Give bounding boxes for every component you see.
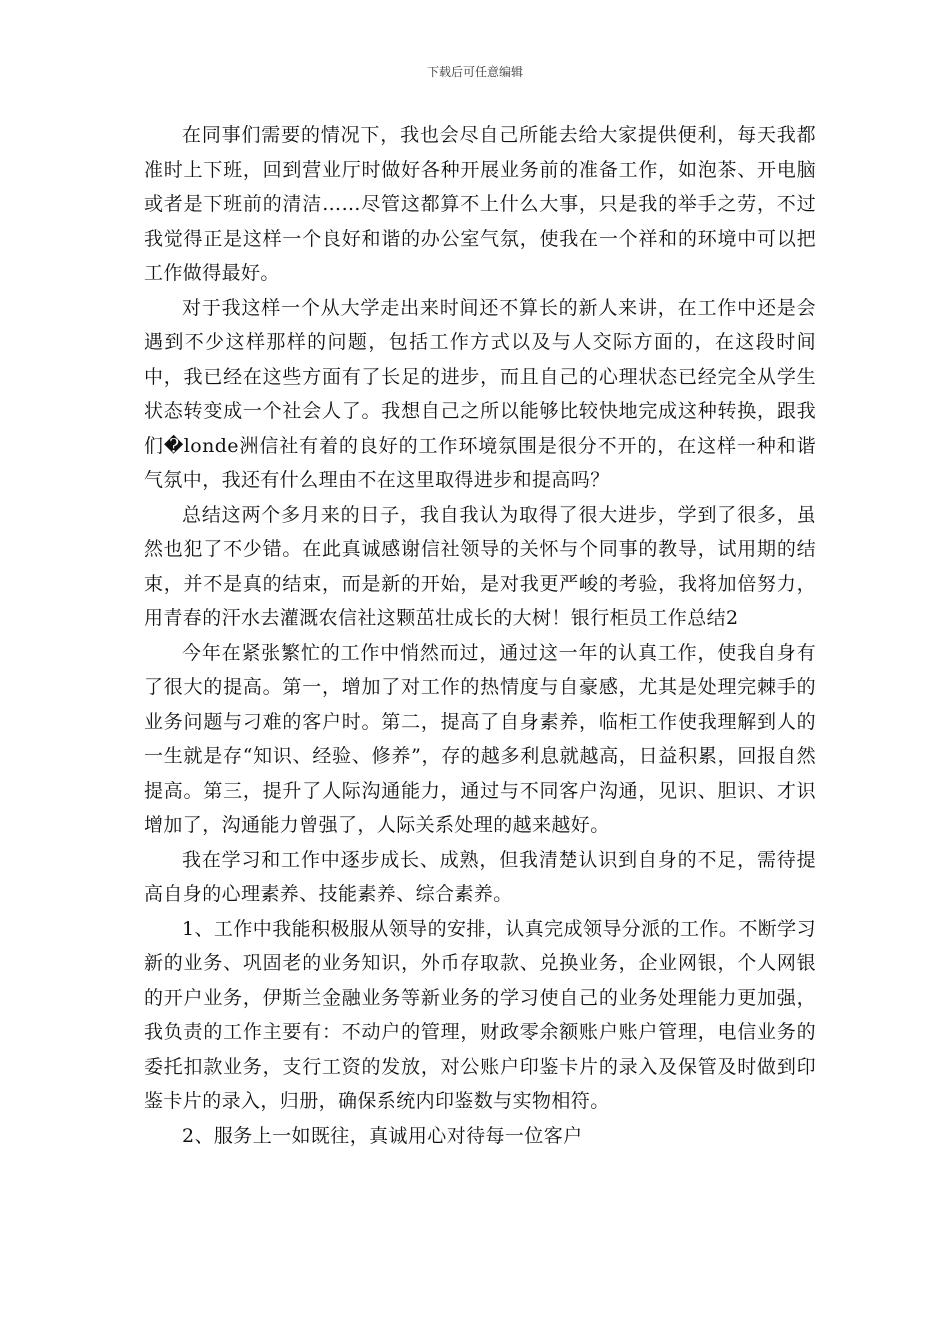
paragraph-5: 我在学习和工作中逐步成长、成熟，但我清楚认识到自身的不足，需待提高自身的心理素养、技能素养、综合素养。 — [144, 848, 816, 905]
paragraph-1: 在同事们需要的情况下，我也会尽自己所能去给大家提供便利，每天我都准时上下班，回到营业厅时做好各种开展业务前的准备工作，如泡茶、开电脑或者是下班前的清洁……尽管这都算不上什么大事，只是我的举手之劳，不过我觉得正是这样一个良好和谐的办公室气氛，使我在一个祥和的环境中可以把工作做得最好。 — [144, 124, 816, 284]
paragraph-4: 今年在紧张繁忙的工作中悄然而过，通过这一年的认真工作，使我自身有了很大的提高。第一，增加了对工作的热情度与自豪感，尤其是处理完棘手的业务问题与刁难的客户时。第二，提高了自身素养，临柜工作使我理解到人的一生就是存“知识、经验、修养”，存的越多利息就越高，日益积累，回报自然提高。第三，提升了人际沟通能力，通过与不同客户沟通，见识、胆识、才识增加了，沟通能力曾强了，人际关系处理的越来越好。 — [144, 641, 816, 836]
paragraph-2: 对于我这样一个从大学走出来时间还不算长的新人来讲，在工作中还是会遇到不少这样那样的问题，包括工作方式以及与人交际方面的，在这段时间中，我已经在这些方面有了长足的进步，而且自己的心理状态已经完全从学生状态转变成一个社会人了。我想自己之所以能够比较快地完成这种转换，跟我们�londe洲信社有着的良好的工作环境氛围是很分不开的，在这样一种和谐气氛中，我还有什么理由不在这里取得进步和提高吗？ — [144, 296, 816, 491]
document-body — [144, 118, 816, 1153]
paragraph-7: 2、服务上一如既往，真诚用心对待每一位客户 — [182, 1124, 583, 1147]
page-header-note: 下载后可任意编辑 — [426, 65, 523, 79]
paragraph-6: 1、工作中我能积极服从领导的安排，认真完成领导分派的工作。不断学习新的业务、巩固老的业务知识，外币存取款、兑换业务，企业网银，个人网银的开户业务，伊斯兰金融业务等新业务的学习使自己的业务处理能力更加强，我负责的工作主要有：不动户的管理，财政零余额账户账户管理，电信业务的委托扣款业务，支行工资的发放，对公账户印鉴卡片的录入及保管及时做到印鉴卡片的录入，归册，确保系统内印鉴数与实物相符。 — [144, 917, 816, 1112]
paragraph-3: 总结这两个多月来的日子，我自我认为取得了很大进步，学到了很多，虽然也犯了不少错。在此真诚感谢信社领导的关怀与个同事的教导，试用期的结束，并不是真的结束，而是新的开始，是对我更严峻的考验，我将加倍努力，用青春的汗水去灌溉农信社这颗茁壮成长的大树！银行柜员工作总结2 — [144, 503, 816, 629]
